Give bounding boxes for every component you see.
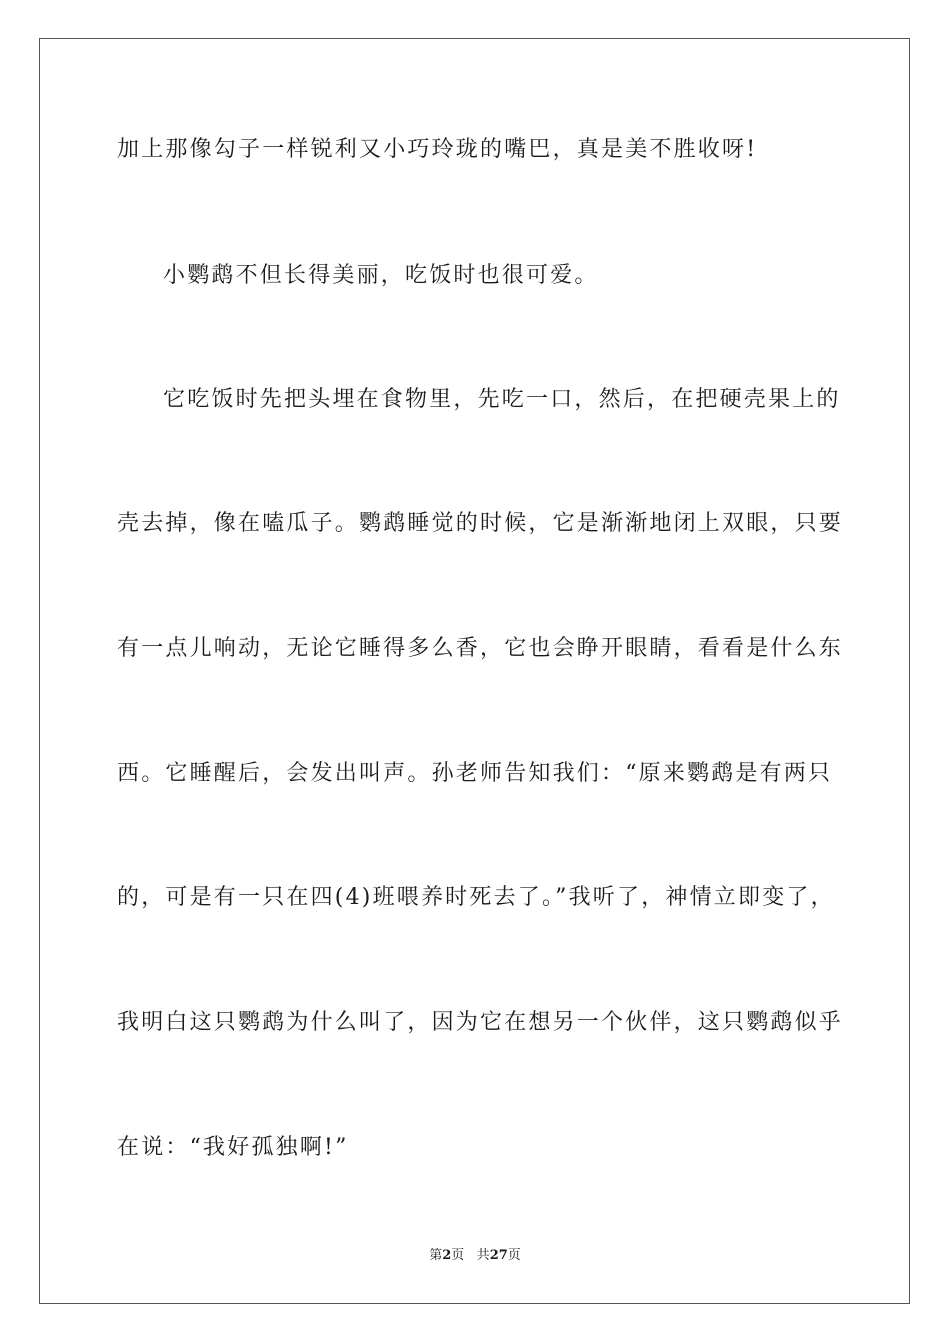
text-line-9: 在说：“我好孤独啊!” — [117, 1135, 349, 1160]
total-suffix: 页 — [507, 1248, 521, 1263]
total-prefix: 共 — [476, 1248, 490, 1263]
total-pages: 27 — [489, 1248, 508, 1263]
page-border — [39, 38, 910, 1304]
text-line-2: 小鹦鹉不但长得美丽，吃饭时也很可爱。 — [163, 263, 599, 288]
text-line-8: 我明白这只鹦鹉为什么叫了，因为它在想另一个伙伴，这只鹦鹉似乎 — [117, 1010, 844, 1035]
page-suffix: 页 — [451, 1248, 465, 1263]
text-line-7: 的，可是有一只在四(4)班喂养时死去了。”我听了，神情立即变了， — [117, 885, 835, 910]
text-line-4: 壳去掉，像在嗑瓜子。鹦鹉睡觉的时候，它是渐渐地闭上双眼，只要 — [117, 511, 844, 536]
page-number: 2 — [442, 1248, 452, 1263]
text-line-5: 有一点儿响动，无论它睡得多么香，它也会睁开眼睛，看看是什么东 — [117, 636, 844, 661]
text-line-6: 西。它睡醒后，会发出叫声。孙老师告知我们：“原来鹦鹉是有两只 — [117, 761, 833, 786]
page-footer — [0, 1247, 950, 1265]
text-line-3: 它吃饭时先把头埋在食物里，先吃一口，然后，在把硬壳果上的 — [163, 387, 841, 412]
text-line-1: 加上那像勾子一样锐利又小巧玲珑的嘴巴，真是美不胜收呀! — [117, 137, 758, 162]
page-prefix: 第 — [429, 1248, 443, 1263]
